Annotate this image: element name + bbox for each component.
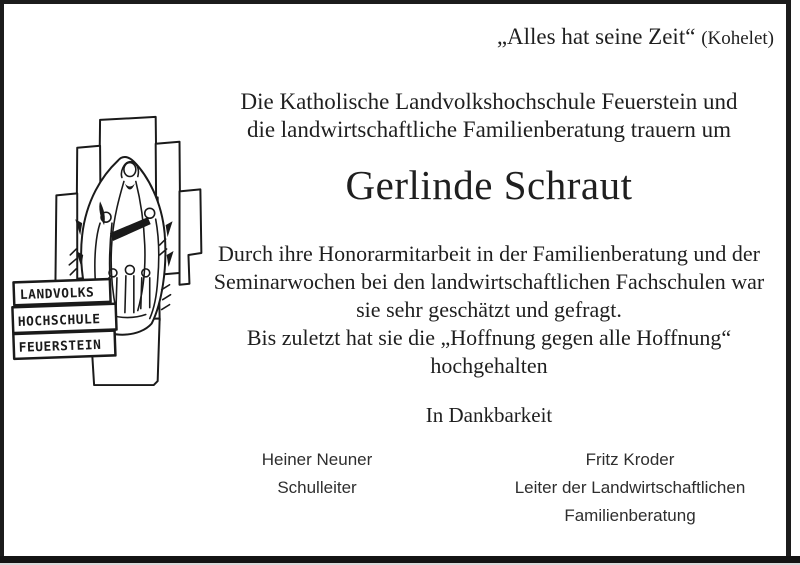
cross-drawing (10, 106, 210, 394)
signer-title: Schulleiter (277, 478, 357, 497)
signer-name: Heiner Neuner (261, 450, 373, 469)
lvhs-cross-logo (10, 106, 210, 394)
memorial-line: Bis zuletzt hat sie die „Hoffnung gegen alle Hoffnung“ (246, 325, 732, 350)
announcement-line: die landwirtschaftliche Familienberatung trauern um (246, 117, 732, 142)
memorial-line: sie sehr geschätzt und gefragt. (356, 297, 622, 322)
signer-name: Fritz Kroder (585, 450, 675, 469)
scripture-quote (497, 24, 774, 50)
memorial-line: Seminarwochen bei den landwirtschaftlichen Fachschulen war (213, 269, 765, 294)
logo-label-feuerstein: FEUERSTEIN (18, 337, 102, 356)
bottom-rule (0, 556, 800, 563)
gratitude-text: In Dankbarkeit (425, 403, 553, 427)
memorial-line: hochgehalten (430, 353, 548, 378)
announcement-text (188, 88, 790, 144)
logo-label-landvolks: LANDVOLKS (19, 285, 95, 304)
signature-right (508, 446, 752, 530)
deceased-name: Gerlinde Schraut (345, 162, 633, 208)
quote-text: „Alles hat seine Zeit“ (496, 24, 702, 49)
memorial-text (188, 240, 790, 380)
signer-title: Familienberatung (564, 506, 696, 525)
signature-left (233, 446, 401, 502)
frame-border-top (0, 0, 791, 4)
quote-source: (Kohelet) (701, 28, 774, 49)
signer-title: Leiter der Landwirtschaftlichen (514, 478, 746, 497)
frame-border-left (0, 0, 4, 558)
memorial-line: Durch ihre Honorarmitarbeit in der Familienberatung und der (218, 241, 760, 266)
logo-label-hochschule: HOCHSCHULE (17, 312, 101, 330)
announcement-line: Die Katholische Landvolkshochschule Feuerstein und (240, 89, 738, 114)
